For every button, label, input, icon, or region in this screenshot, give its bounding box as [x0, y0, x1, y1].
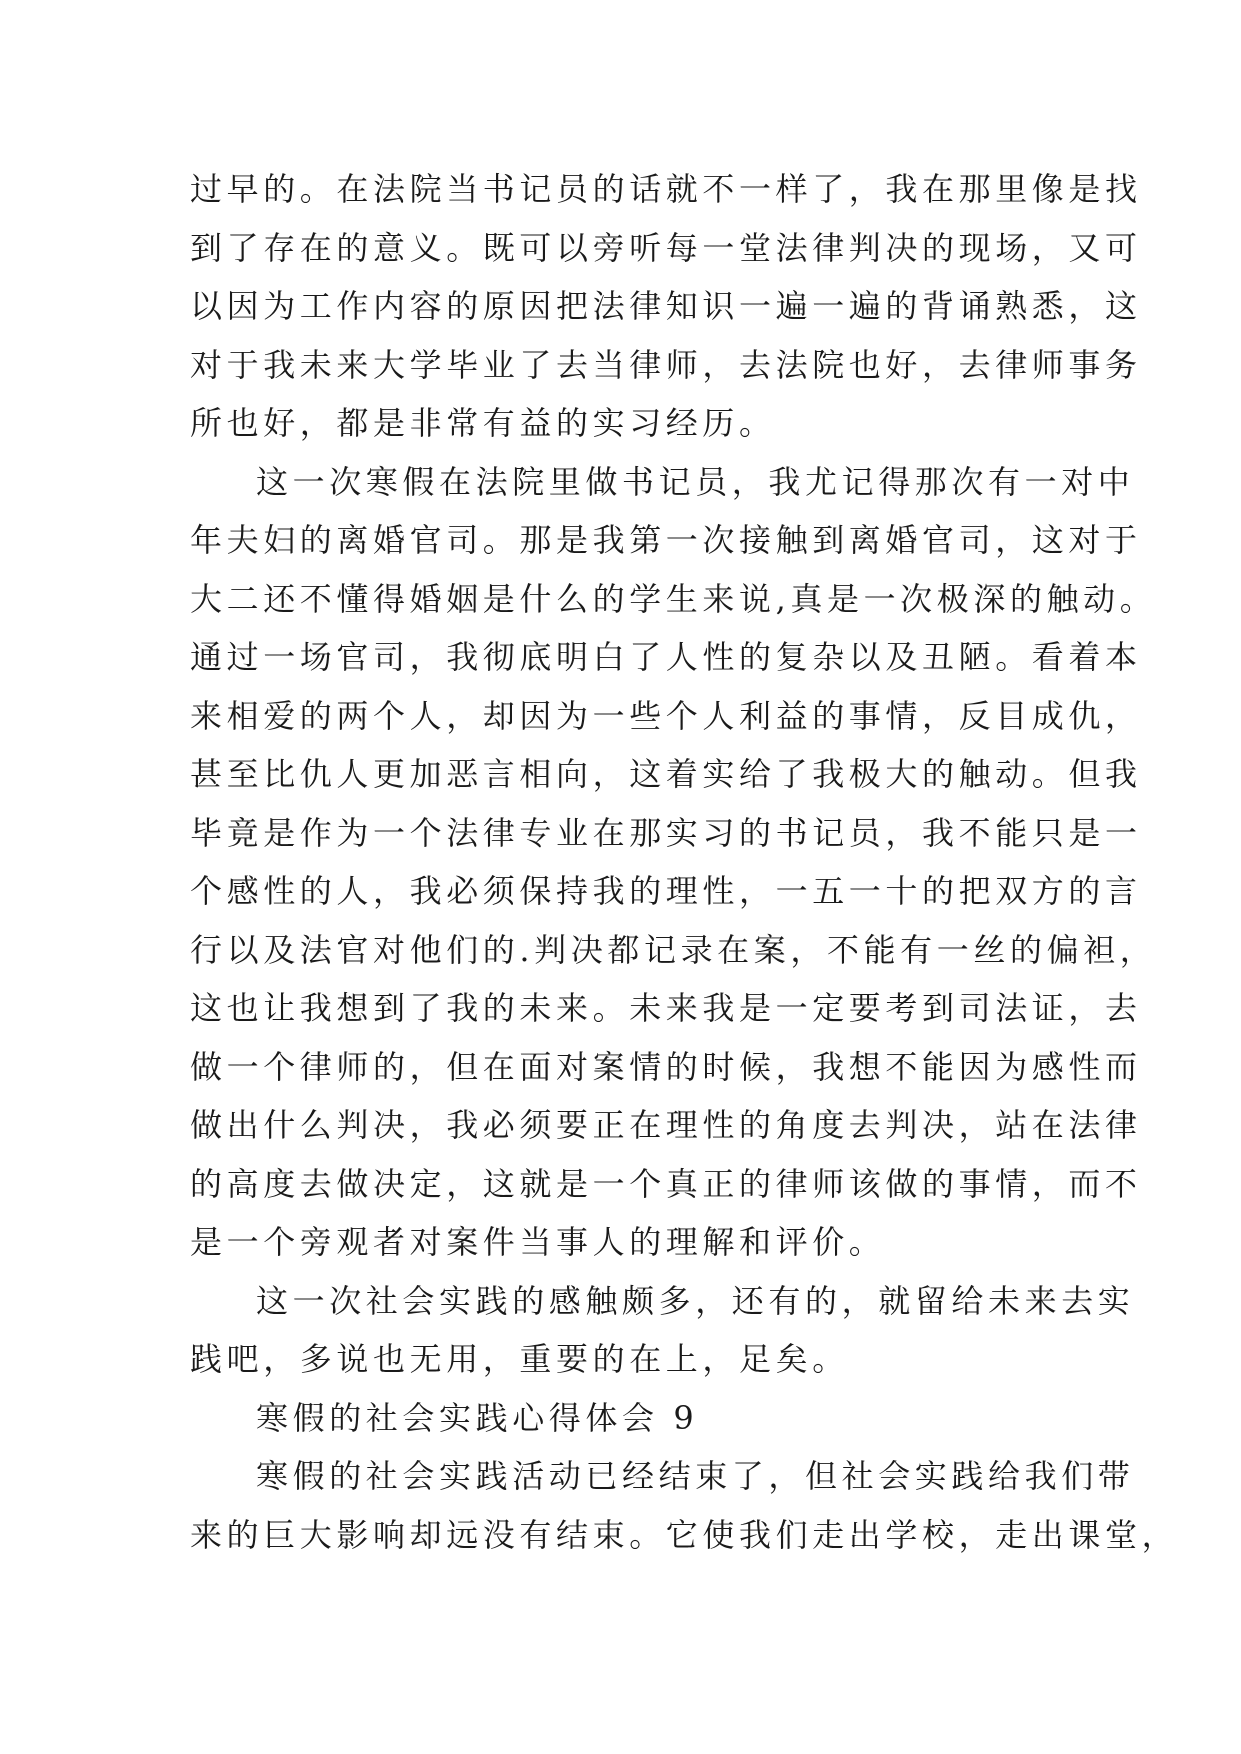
- text-line: 是一个旁观者对案件当事人的理解和评价。: [190, 1223, 886, 1261]
- text-line: 践吧，多说也无用，重要的在上，足矣。: [190, 1340, 849, 1378]
- text-line: 年夫妇的离婚官司。那是我第一次接触到离婚官司，这对于: [190, 521, 1142, 559]
- text-line: 毕竟是作为一个法律专业在那实习的书记员，我不能只是一: [190, 813, 1142, 852]
- paragraph-first-line: 寒假的社会实践活动已经结束了，但社会实践给我们带: [256, 1457, 1135, 1495]
- text-line: 个感性的人，我必须保持我的理性，一五一十的把双方的言: [190, 872, 1142, 910]
- section-heading: 寒假的社会实践心得体会 9: [256, 1398, 699, 1437]
- text-line: 行以及法官对他们的.判决都记录在案，不能有一丝的偏袒，: [190, 930, 1157, 969]
- text-line: 到了存在的意义。既可以旁听每一堂法律判决的现场，又可: [190, 228, 1142, 267]
- text-line: 所也好，都是非常有益的实习经历。: [190, 404, 776, 442]
- text-line: 做出什么判决，我必须要正在理性的角度去判决，站在法律: [190, 1106, 1142, 1144]
- text-line: 这也让我想到了我的未来。未来我是一定要考到司法证，去: [190, 989, 1142, 1027]
- paragraph-first-line: 这一次寒假在法院里做书记员，我尤记得那次有一对中: [256, 462, 1135, 501]
- document-body: [190, 160, 1179, 1564]
- paragraph-first-line: 这一次社会实践的感触颇多，还有的，就留给未来去实: [256, 1281, 1135, 1320]
- text-line: 做一个律师的，但在面对案情的时候，我想不能因为感性而: [190, 1047, 1142, 1086]
- text-line: 甚至比仇人更加恶言相向，这着实给了我极大的触动。但我: [190, 755, 1142, 793]
- text-line: 来相爱的两个人，却因为一些个人利益的事情，反目成仇，: [190, 696, 1142, 735]
- text-line: 以因为工作内容的原因把法律知识一遍一遍的背诵熟悉，这: [190, 287, 1142, 325]
- text-line: 对于我未来大学毕业了去当律师，去法院也好，去律师事务: [190, 345, 1142, 384]
- text-line: 的高度去做决定，这就是一个真正的律师该做的事情，而不: [190, 1164, 1142, 1203]
- text-line: 通过一场官司，我彻底明白了人性的复杂以及丑陋。看着本: [190, 638, 1142, 676]
- text-line: 来的巨大影响却远没有结束。它使我们走出学校，走出课堂，: [190, 1515, 1179, 1554]
- text-line: 过早的。在法院当书记员的话就不一样了，我在那里像是找: [190, 170, 1142, 208]
- text-line: 大二还不懂得婚姻是什么的学生来说,真是一次极深的触动。: [190, 579, 1157, 618]
